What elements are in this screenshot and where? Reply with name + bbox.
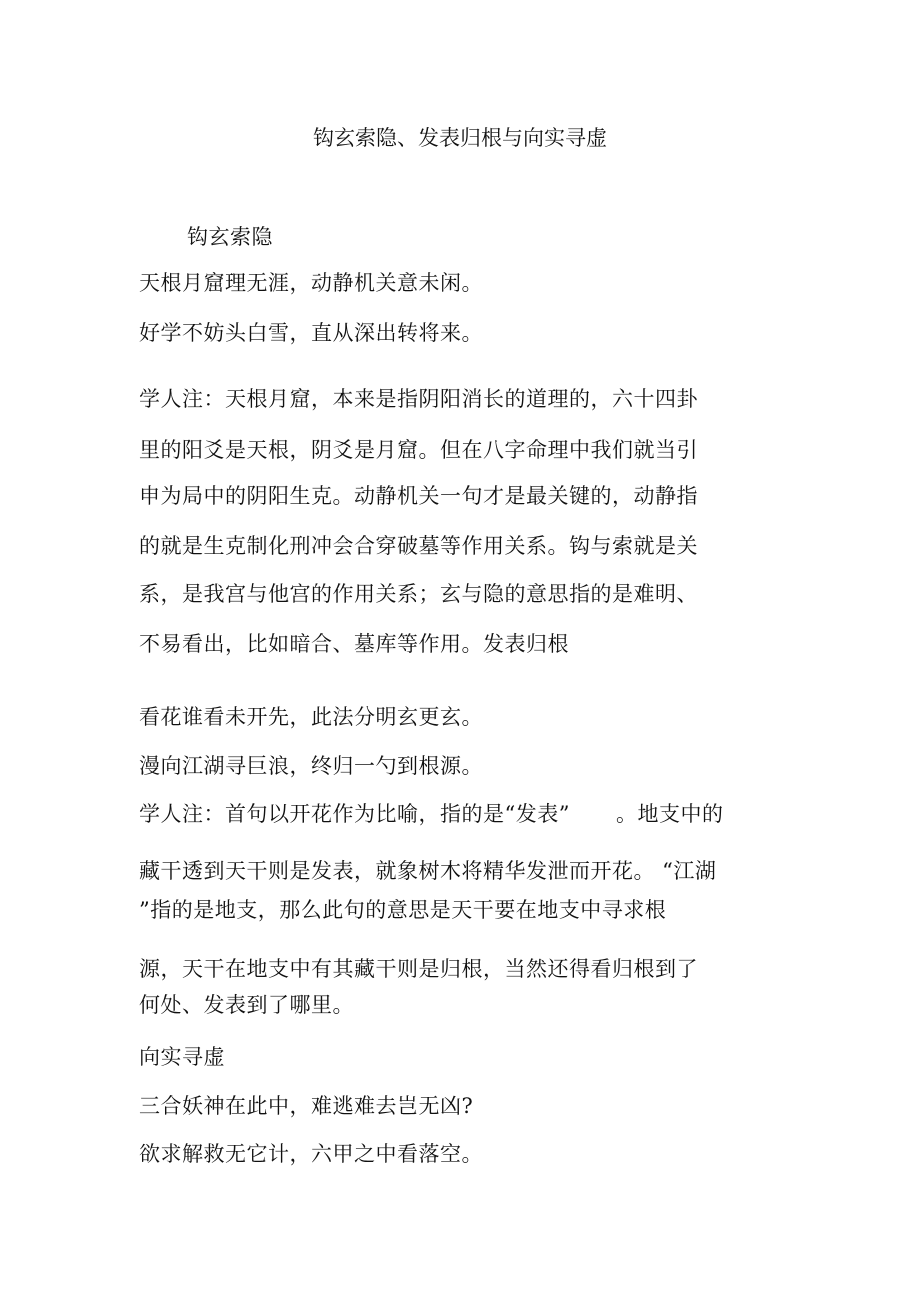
- commentary-line: 源，天干在地支中有其藏干则是归根，当然还得看归根到了: [139, 957, 698, 981]
- poem-line: 看花谁看未开先，此法分明玄更玄。: [139, 705, 483, 729]
- document-title: 钩玄索隐、发表归根与向实寻虚: [313, 126, 607, 150]
- commentary-line: 里的阳爻是天根，阴爻是月窟。但在八字命理中我们就当引: [139, 438, 698, 462]
- commentary-line: 藏干透到天干则是发表，就象树木将精华发泄而开花。 “江湖: [139, 859, 717, 883]
- section-heading-gouxuan: 钩玄索隐: [187, 225, 273, 249]
- poem-line: 漫向江湖寻巨浪，终归一勺到根源。: [139, 754, 483, 778]
- commentary-line: 不易看出，比如暗合、墓库等作用。发表归根: [139, 632, 569, 656]
- commentary-line: [139, 801, 723, 827]
- section-heading-xiangshi: 向实寻虚: [139, 1045, 225, 1069]
- commentary-line: 的就是生克制化刑冲会合穿破墓等作用关系。钩与索就是关: [139, 534, 698, 558]
- poem-line: 欲求解救无它计，六甲之中看落空。: [139, 1142, 483, 1166]
- commentary-line: ”指的是地支，那么此句的意思是天干要在地支中寻求根: [139, 898, 667, 922]
- commentary-line: 系，是我宫与他宫的作用关系；玄与隐的意思指的是难明、: [139, 582, 698, 606]
- poem-line: 三合妖神在此中，难逃难去岂无凶?: [139, 1094, 474, 1118]
- commentary-text: 。地支中的: [615, 802, 724, 826]
- commentary-line: 申为局中的阴阳生克。动静机关一句才是最关键的，动静指: [139, 484, 698, 508]
- commentary-text: 学人注：首句以开花作为比喻，指的是“发表”: [139, 802, 570, 826]
- poem-line: 天根月窟理无涯，动静机关意未闲。: [139, 271, 483, 295]
- commentary-line: 学人注：天根月窟，本来是指阴阳消长的道理的，六十四卦: [139, 387, 698, 411]
- commentary-line: 何处、发表到了哪里。: [139, 993, 354, 1017]
- poem-line: 好学不妨头白雪，直从深出转将来。: [139, 321, 483, 345]
